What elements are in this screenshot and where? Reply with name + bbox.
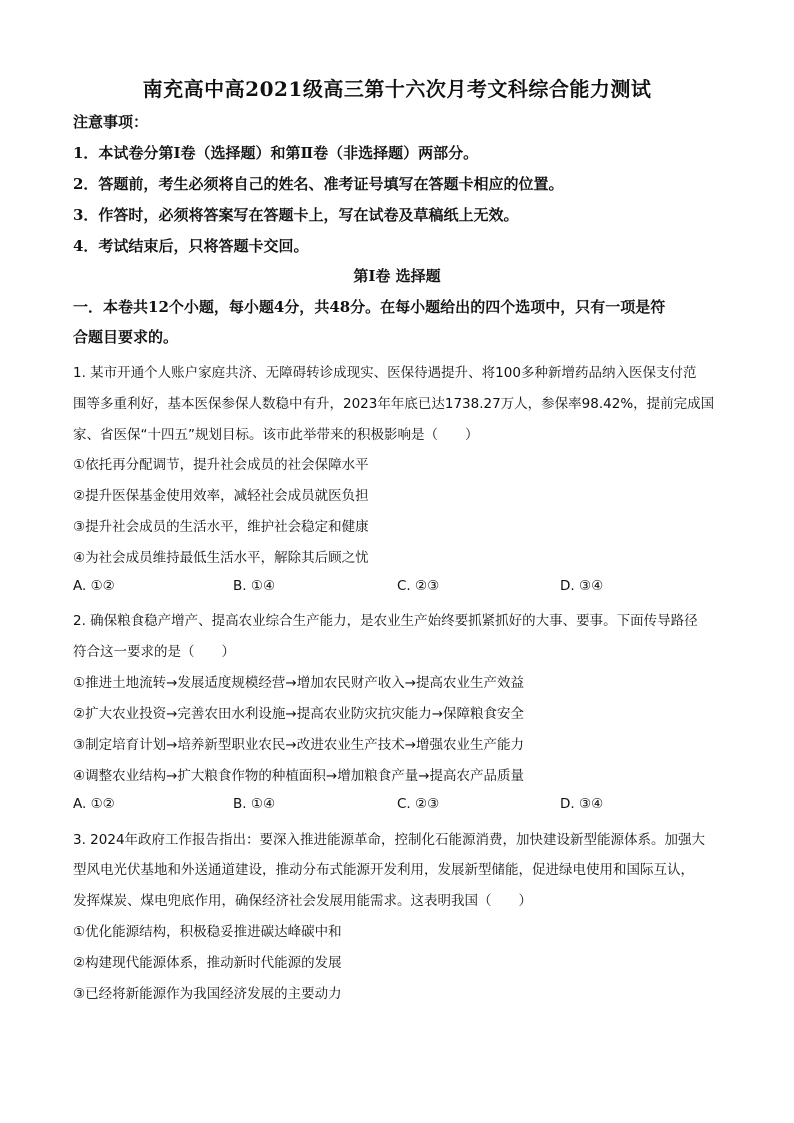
question-text: 3. 2024年政府工作报告指出：要深入推进能源革命，控制化石能源消费，加快建设新型能源体系。加强大	[73, 832, 706, 848]
statement: ②构建现代能源体系，推动新时代能源的发展	[73, 955, 342, 971]
choice-c: C. ②③	[397, 796, 440, 812]
question-text: 1. 某市开通个人账户家庭共济、无障碍转诊成现实、医保待遇提升、将100多种新增药品纳入医保支付范	[73, 365, 697, 381]
choice-a: A. ①②	[73, 796, 115, 812]
notice-item: 3．作答时，必须将答案写在答题卡上，写在试卷及草稿纸上无效。	[73, 206, 519, 224]
section-instruction: 合题目要求的。	[73, 328, 179, 346]
choice-c: C. ②③	[397, 578, 440, 594]
statement: ①优化能源结构，积极稳妥推进碳达峰碳中和	[73, 924, 342, 940]
exam-title: 南充高中高2021级高三第十六次月考文科综合能力测试	[142, 77, 652, 101]
section-instruction: 一．本卷共12个小题，每小题4分，共48分。在每小题给出的四个选项中，只有一项是符	[73, 298, 666, 316]
question-text: 符合这一要求的是（ ）	[73, 644, 235, 660]
notice-item: 2．答题前，考生必须将自己的姓名、准考证号填写在答题卡相应的位置。	[73, 175, 564, 193]
statement: ②扩大农业投资→完善农田水利设施→提高农业防灾抗灾能力→保障粮食安全	[73, 706, 525, 722]
section-heading: 第Ⅰ卷 选择题	[353, 267, 441, 285]
choice-d: D. ③④	[560, 578, 604, 594]
statement: ③提升社会成员的生活水平，维护社会稳定和健康	[73, 519, 369, 535]
choices-row	[73, 578, 723, 596]
statement: ①依托再分配调节，提升社会成员的社会保障水平	[73, 457, 369, 473]
question-text: 发挥煤炭、煤电兜底作用，确保经济社会发展用能需求。这表明我国（ ）	[73, 893, 532, 909]
question-text: 型风电光伏基地和外送通道建设，推动分布式能源开发利用，发展新型储能，促进绿电使用和国际互认，	[73, 862, 694, 878]
statement: ④调整农业结构→扩大粮食作物的种植面积→增加粮食产量→提高农产品质量	[73, 768, 525, 784]
choice-b: B. ①④	[233, 796, 276, 812]
choice-d: D. ③④	[560, 796, 604, 812]
choices-row	[73, 796, 723, 814]
statement: ④为社会成员维持最低生活水平，解除其后顾之忧	[73, 550, 369, 566]
choice-b: B. ①④	[233, 578, 276, 594]
notice-item: 1．本试卷分第Ⅰ卷（选择题）和第Ⅱ卷（非选择题）两部分。	[73, 144, 479, 162]
question-text: 围等多重利好，基本医保参保人数稳中有升，2023年年底已达1738.27万人，参保率98.42%，提前完成国	[73, 396, 715, 412]
choice-a: A. ①②	[73, 578, 115, 594]
question-text: 2. 确保粮食稳产增产、提高农业综合生产能力，是农业生产始终要抓紧抓好的大事、要事。下面传导路径	[73, 613, 698, 629]
notice-item: 4．考试结束后，只将答题卡交回。	[73, 237, 309, 255]
question-text: 家、省医保“十四五”规划目标。该市此举带来的积极影响是（ ）	[73, 427, 479, 443]
statement: ③制定培育计划→培养新型职业农民→改进农业生产技术→增强农业生产能力	[73, 737, 525, 753]
statement: ②提升医保基金使用效率，减轻社会成员就医负担	[73, 488, 369, 504]
notice-heading: 注意事项：	[73, 113, 149, 131]
statement: ③已经将新能源作为我国经济发展的主要动力	[73, 986, 342, 1002]
statement: ①推进土地流转→发展适度规模经营→增加农民财产收入→提高农业生产效益	[73, 675, 525, 691]
